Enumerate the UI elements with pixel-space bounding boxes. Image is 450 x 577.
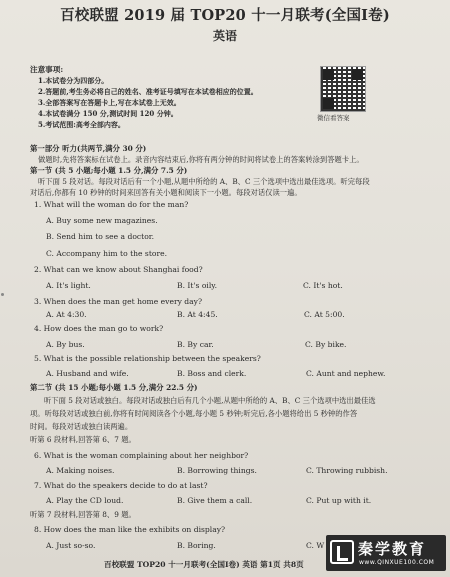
option-3c: C. At 5:00. — [304, 310, 345, 319]
option-5a: A. Husband and wife. — [46, 369, 129, 378]
note-item: 5.考试范围:高考全部内容。 — [38, 120, 125, 129]
exam-title: 百校联盟 2019 届 TOP20 十一月联考(全国Ⅰ卷) — [60, 7, 390, 24]
option-2c: C. It's hot. — [303, 281, 343, 290]
option-3a: A. At 4:30. — [46, 310, 87, 319]
option-7c: C. Put up with it. — [306, 496, 372, 505]
question-8: 8. How does the man like the exhibits on display? — [34, 525, 226, 534]
question-4: 4. How does the man go to work? — [34, 324, 164, 333]
question-5: 5. What is the possible relationship between the speakers? — [34, 354, 261, 363]
margin-mark — [1, 293, 4, 296]
option-8b: B. Boring. — [177, 541, 216, 550]
option-1c: C. Accompany him to the store. — [46, 249, 167, 258]
brand-logo-icon — [330, 540, 354, 564]
note-item: 3.全部答案写在答题卡上,写在本试卷上无效。 — [38, 98, 181, 107]
option-5c: C. Aunt and nephew. — [306, 369, 386, 378]
material-6-note: 听第 6 段材料,回答第 6、7 题。 — [30, 435, 136, 444]
option-4b: B. By car. — [177, 340, 214, 349]
option-7b: B. Give them a call. — [177, 496, 253, 505]
section2-heading: 第二节 (共 15 小题;每小题 1.5 分,满分 22.5 分) — [30, 383, 198, 392]
watermark-url: www.QINXUE100.COM — [359, 559, 435, 566]
section2-instructions: 项。听每段对话或独白前,你将有时间阅读各个小题,每小题 5 秒钟;听完后,各小题将给出 5 秒钟的作答 — [30, 409, 358, 418]
option-4a: A. By bus. — [46, 340, 85, 349]
note-item: 1.本试卷分为四部分。 — [38, 76, 109, 85]
option-8a: A. Just so-so. — [46, 541, 96, 550]
section2-instructions: 听下面 5 段对话或独白。每段对话或独白后有几个小题,从题中所给的 A、B、C 三个选项中选出最佳选 — [44, 396, 376, 405]
section1-heading: 第一节 (共 5 小题;每小题 1.5 分,满分 7.5 分) — [30, 166, 188, 175]
part1-intro: 做题时,先将答案标在试卷上。录音内容结束后,你将有两分钟的时间将试卷上的答案转涂到答题卡上。 — [38, 155, 364, 164]
part1-heading: 第一部分 听力(共两节,满分 30 分) — [30, 144, 147, 153]
option-1a: A. Buy some new magazines. — [46, 216, 158, 225]
subject-title: 英语 — [212, 29, 237, 43]
section1-instructions: 听下面 5 段对话。每段对话后有一个小题,从题中所给的 A、B、C 三个选项中选出最佳选项。听完每段 — [38, 177, 370, 186]
qr-code-icon[interactable] — [320, 66, 366, 112]
watermark-name: 秦学教育 — [358, 540, 427, 558]
option-4c: C. By bike. — [305, 340, 347, 349]
option-6a: A. Making noises. — [46, 466, 115, 475]
note-item: 2.答题前,考生务必将自己的姓名、准考证号填写在本试卷相应的位置。 — [38, 87, 258, 96]
notes-heading: 注意事项: — [30, 65, 64, 74]
note-item: 4.本试卷满分 150 分,测试时间 120 分钟。 — [38, 109, 178, 118]
question-7: 7. What do the speakers decide to do at last? — [34, 481, 208, 490]
option-3b: B. At 4:45. — [177, 310, 218, 319]
option-8c: C. W — [306, 541, 325, 550]
section1-instructions: 对话后,你都有 10 秒钟的时间来回答有关小题和阅读下一小题。每段对话仅读一遍。 — [30, 188, 302, 197]
option-1b: B. Send him to see a doctor. — [46, 232, 154, 241]
option-5b: B. Boss and clerk. — [177, 369, 247, 378]
option-2b: B. It's oily. — [177, 281, 217, 290]
qr-caption: 微信看答案 — [317, 114, 350, 122]
section2-instructions: 时间。每段对话或独白读两遍。 — [30, 422, 133, 431]
option-2a: A. It's light. — [46, 281, 91, 290]
material-7-note: 听第 7 段材料,回答第 8、9 题。 — [30, 510, 136, 519]
option-7a: A. Play the CD loud. — [46, 496, 124, 505]
question-6: 6. What is the woman complaining about her neighbor? — [34, 451, 249, 460]
question-3: 3. When does the man get home every day? — [34, 297, 203, 306]
watermark-logo — [326, 535, 446, 571]
question-2: 2. What can we know about Shanghai food? — [34, 265, 203, 274]
question-1: 1. What will the woman do for the man? — [34, 200, 189, 209]
option-6c: C. Throwing rubbish. — [306, 466, 388, 475]
page-footer: 百校联盟 TOP20 十一月联考(全国Ⅰ卷) 英语 第1页 共8页 — [104, 560, 304, 569]
option-6b: B. Borrowing things. — [177, 466, 257, 475]
